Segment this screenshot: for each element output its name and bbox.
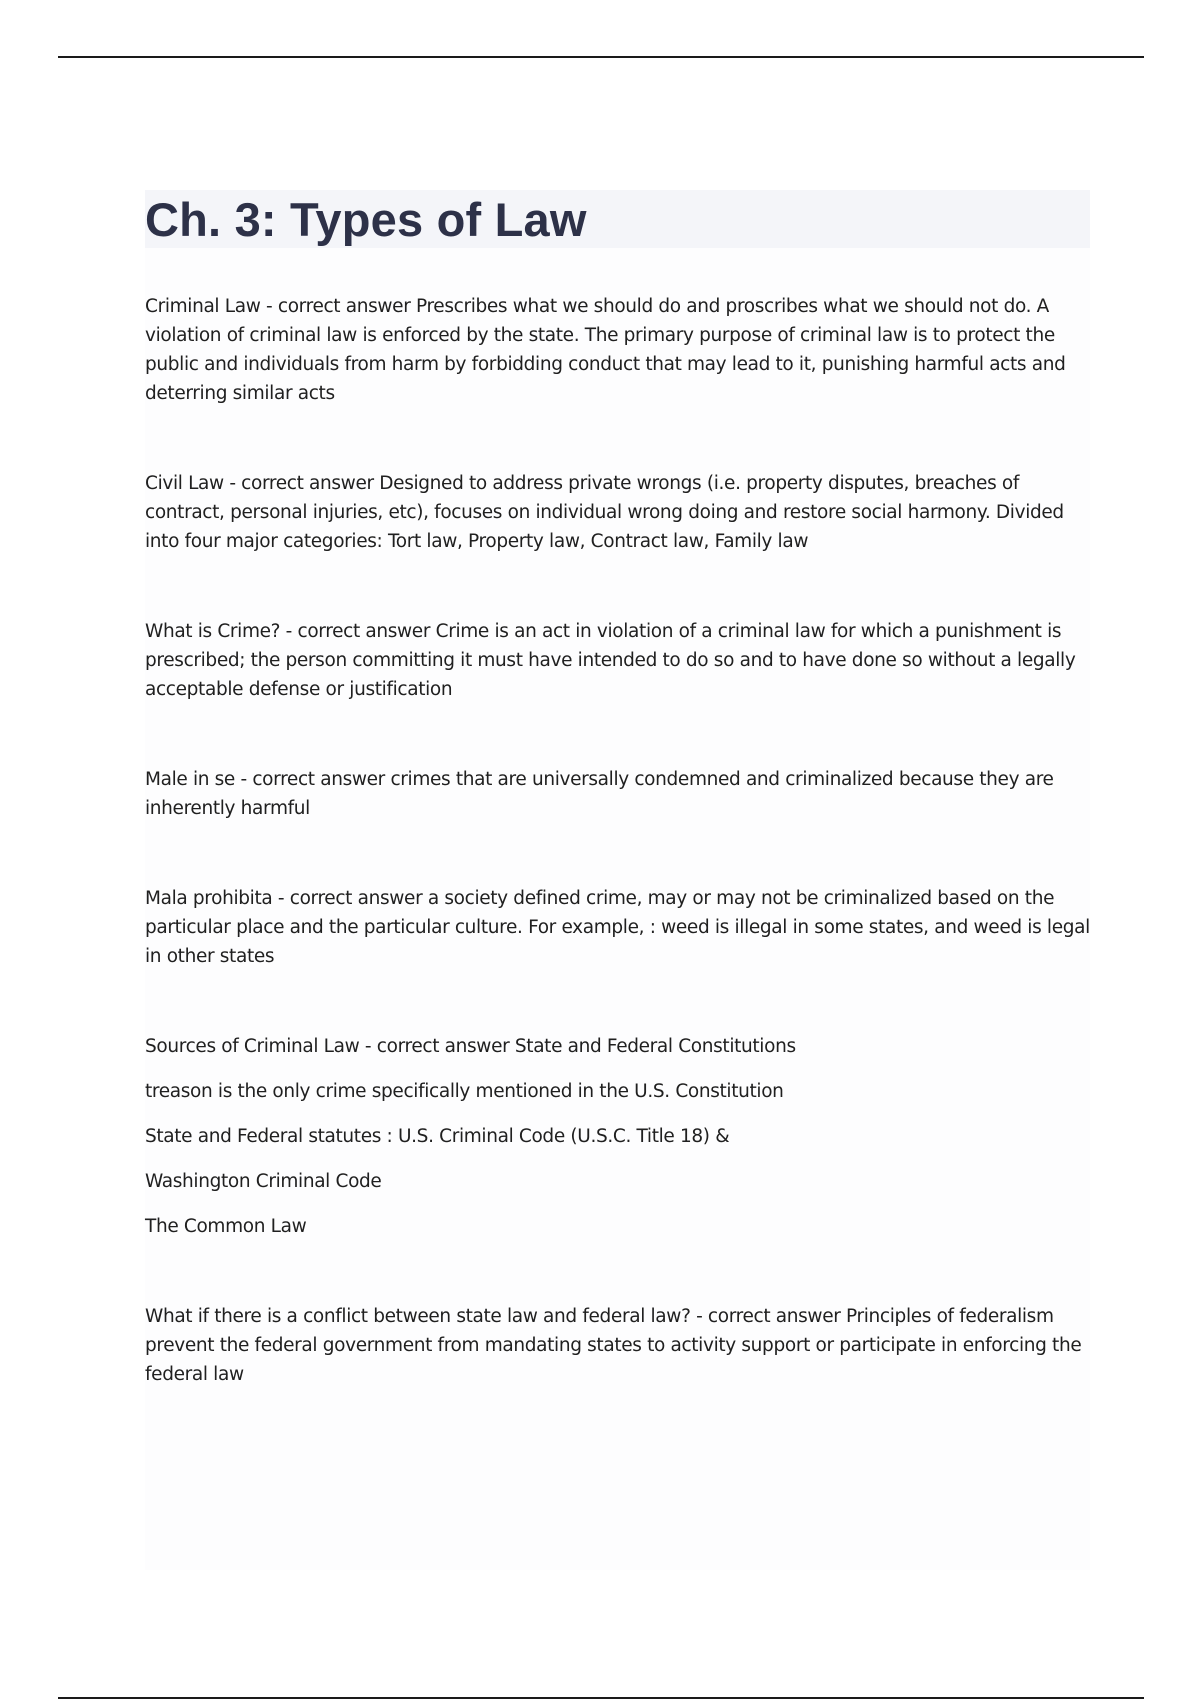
- entry-line: treason is the only crime specifically mentioned in the U.S. Constitution: [145, 1081, 784, 1102]
- document-body: [145, 190, 1090, 1570]
- entry-text: Male in se - correct answer crimes that are universally condemned and criminalized because they are inherently harmful: [145, 769, 1054, 819]
- entry-line: State and Federal statutes : U.S. Criminal Code (U.S.C. Title 18) &: [145, 1126, 730, 1147]
- entry-line: The Common Law: [145, 1216, 307, 1237]
- entry-text: Civil Law - correct answer Designed to address private wrongs (i.e. property disputes, breaches of contract, personal injuries, etc), focuses on individual wrong doing and restore social harmony. Divided into four major categories: Tort law, Property law, Contract law, Family law: [145, 473, 1064, 552]
- entry-text: Criminal Law - correct answer Prescribes what we should do and proscribes what we should not do. A violation of criminal law is enforced by the state. The primary purpose of criminal law is to protect the public and individuals from harm by forbidding conduct that may lead to it, punishing harmful acts and deterring similar acts: [145, 296, 1066, 404]
- entry-text: Mala prohibita - correct answer a society defined crime, may or may not be criminalized based on the particular place and the particular culture. For example, : weed is illegal in some states, and weed is legal in other states: [145, 888, 1090, 967]
- entry-male-in-se: [145, 765, 1090, 823]
- entry-line: Washington Criminal Code: [145, 1171, 382, 1192]
- entry-sources-of-criminal-law: [145, 1032, 1090, 1241]
- title-band: [145, 190, 1090, 248]
- page-title: Ch. 3: Types of Law: [145, 192, 587, 246]
- entry-text: What is Crime? - correct answer Crime is an act in violation of a criminal law for which a punishment is prescribed; the person committing it must have intended to do so and to have done so without a legally acceptable defense or justification: [145, 621, 1076, 700]
- entry-mala-prohibita: [145, 884, 1090, 971]
- entry-list: [145, 248, 1090, 1389]
- entry-civil-law: [145, 469, 1090, 556]
- bottom-rule: [58, 1697, 1144, 1699]
- entry-line: Sources of Criminal Law - correct answer State and Federal Constitutions: [145, 1036, 796, 1057]
- entry-criminal-law: [145, 292, 1090, 408]
- entry-state-federal-conflict: [145, 1302, 1090, 1389]
- entry-text: What if there is a conflict between state law and federal law? - correct answer Principles of federalism prevent the federal government from mandating states to activity support or participate in enforcing the federal law: [145, 1306, 1082, 1385]
- entry-what-is-crime: [145, 617, 1090, 704]
- top-rule: [58, 56, 1144, 58]
